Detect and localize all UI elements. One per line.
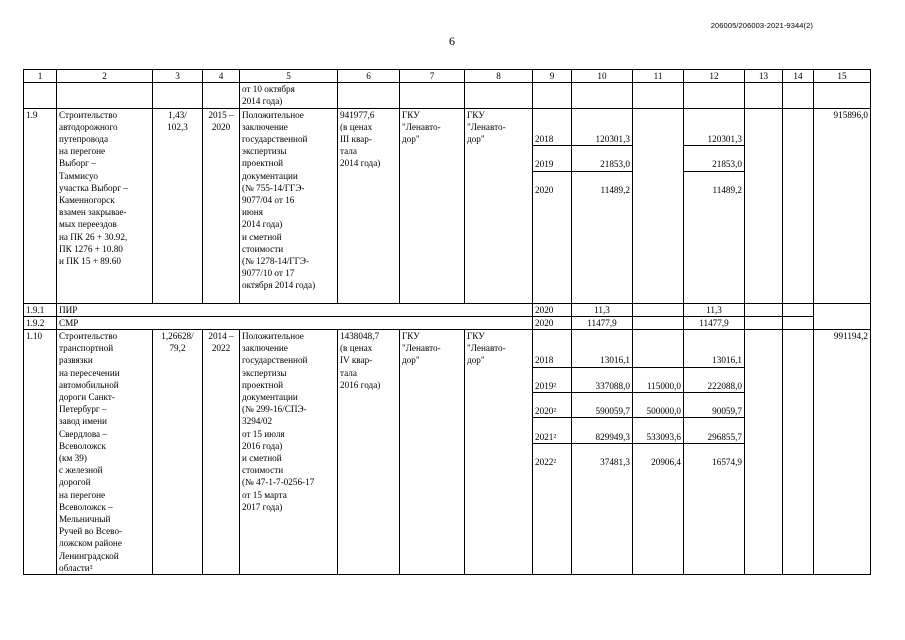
amount-value: 21853,0 [684, 158, 744, 171]
period: 2015 – 2020 [203, 108, 240, 303]
col-header: 8 [465, 70, 533, 83]
stage-name: ПИР [57, 303, 533, 316]
amount-value: 296855,7 [684, 431, 744, 444]
object-name: Строительство транспортной развязки на пересечении автомобильной дороги Санкт- Петербург – завод имени Свердлова – Всеволожск (км 39) с железной дорогой на перегоне Всеволожск – Мельничный Ручей во Всево- ложском районе Ленинградской области² [57, 330, 153, 575]
amount-value: 21853,0 [572, 158, 632, 171]
document-cell: от 10 октября 2014 года) [240, 83, 338, 108]
amount-value: 11,3 [572, 303, 633, 316]
cost-cell: 1438048,7 (в ценах IV квар- тала 2016 года) [338, 330, 400, 575]
amount-value: 337088,0 [572, 380, 632, 393]
stage-name: СМР [57, 316, 533, 329]
amount-value: 120301,3 [684, 133, 744, 146]
amount-value: 13016,1 [684, 354, 744, 367]
col10-cell [572, 108, 633, 303]
amount-value: 11489,2 [600, 184, 630, 195]
amount-value: 115000,0 [633, 380, 683, 393]
row-number: 1.9 [24, 108, 57, 303]
document-cell: Положительное заключение государственной экспертизы проектной документации (№ 755-14/ГГЭ- 9077/04 от 16 июня 2014 года) и сметной стоимости (№ 1278-14/ГГЭ- 9077/10 от 17 октября 2014 года) [240, 108, 338, 303]
capacity: 1,43/ 102,3 [153, 108, 203, 303]
col-header: 2 [57, 70, 153, 83]
col-header: 9 [533, 70, 572, 83]
amount-value: 37481,3 [600, 457, 630, 468]
year-value: 2021² [533, 431, 571, 444]
col-header: 1 [24, 70, 57, 83]
amount-value [633, 354, 683, 367]
col12-cell [684, 108, 745, 303]
table-row-1-10 [24, 330, 871, 575]
investment-table [23, 69, 871, 575]
col-header: 14 [783, 70, 814, 83]
col-header: 13 [745, 70, 783, 83]
table-row-1-9 [24, 108, 871, 303]
year-value: 2018 [533, 354, 571, 367]
customer-cell: ГКУ "Ленавто- дор" [400, 330, 465, 575]
col-header: 11 [633, 70, 684, 83]
row-number: 1.9.2 [24, 316, 57, 329]
col12-cell [684, 330, 745, 575]
year-value: 2020 [533, 303, 572, 316]
developer-cell: ГКУ "Ленавто- дор" [465, 330, 533, 575]
amount-value: 500000,0 [633, 405, 683, 418]
row-number: 1.10 [24, 330, 57, 575]
col-header: 5 [240, 70, 338, 83]
amount-value: 16574,9 [712, 457, 742, 468]
amount-value: 590059,7 [572, 405, 632, 418]
year-value: 2020 [533, 316, 572, 329]
amount-value: 13016,1 [572, 354, 632, 367]
col-header: 7 [400, 70, 465, 83]
table-row-continuation [24, 83, 871, 108]
col-header: 3 [153, 70, 203, 83]
col-header: 10 [572, 70, 633, 83]
object-name: Строительство автодорожного путепровода на перегоне Выборг – Таммисуо участка Выборг – Каменногорск взамен закрывае- мых переездов на ПК 26 + 30.92, ПК 1276 + 10.80 и ПК 15 + 89.60 [57, 108, 153, 303]
capacity: 1,26628/ 79,2 [153, 330, 203, 575]
amount-value: 11,3 [684, 303, 745, 316]
amount-value: 120301,3 [572, 133, 632, 146]
row-number: 1.9.1 [24, 303, 57, 316]
years-cell [533, 108, 572, 303]
cost-cell: 941977,6 (в ценах III квар- тала 2014 года) [338, 108, 400, 303]
col-header: 4 [203, 70, 240, 83]
developer-cell: ГКУ "Ленавто- дор" [465, 108, 533, 303]
amount-value: 20906,4 [651, 457, 681, 468]
col11-cell [633, 330, 684, 575]
year-value: 2020 [535, 184, 554, 195]
years-cell [533, 330, 572, 575]
amount-value: 222088,0 [684, 380, 744, 393]
col-header: 12 [684, 70, 745, 83]
total-cell: 915896,0 [814, 108, 871, 303]
year-value: 2019² [533, 380, 571, 393]
table-row-1-9-2 [24, 316, 871, 329]
col11-cell [633, 108, 684, 303]
amount-value: 11477,9 [684, 316, 745, 329]
amount-value: 829949,3 [572, 431, 632, 444]
total-cell: 991194,2 [814, 330, 871, 575]
customer-cell: ГКУ "Ленавто- дор" [400, 108, 465, 303]
page-number: 6 [449, 34, 455, 48]
document-number: 206005/206003-2021-9344(2) [710, 21, 813, 30]
table-row-1-9-1 [24, 303, 871, 316]
col-header: 15 [814, 70, 871, 83]
year-value: 2022² [535, 457, 557, 468]
year-value: 2020² [533, 405, 571, 418]
year-value: 2018 [533, 133, 571, 146]
col10-cell [572, 330, 633, 575]
amount-value: 533093,6 [633, 431, 683, 444]
amount-value: 11477,9 [572, 316, 633, 329]
period: 2014 – 2022 [203, 330, 240, 575]
year-value: 2019 [533, 158, 571, 171]
column-number-row [24, 70, 871, 83]
col-header: 6 [338, 70, 400, 83]
amount-value: 11489,2 [712, 184, 742, 195]
document-cell: Положительное заключение государственной экспертизы проектной документации (№ 299-16/СПЭ- 3294/02 от 15 июля 2016 года) и сметной стоимости (№ 47-1-7-0256-17 от 15 марта 2017 года) [240, 330, 338, 575]
amount-value: 90059,7 [684, 405, 744, 418]
